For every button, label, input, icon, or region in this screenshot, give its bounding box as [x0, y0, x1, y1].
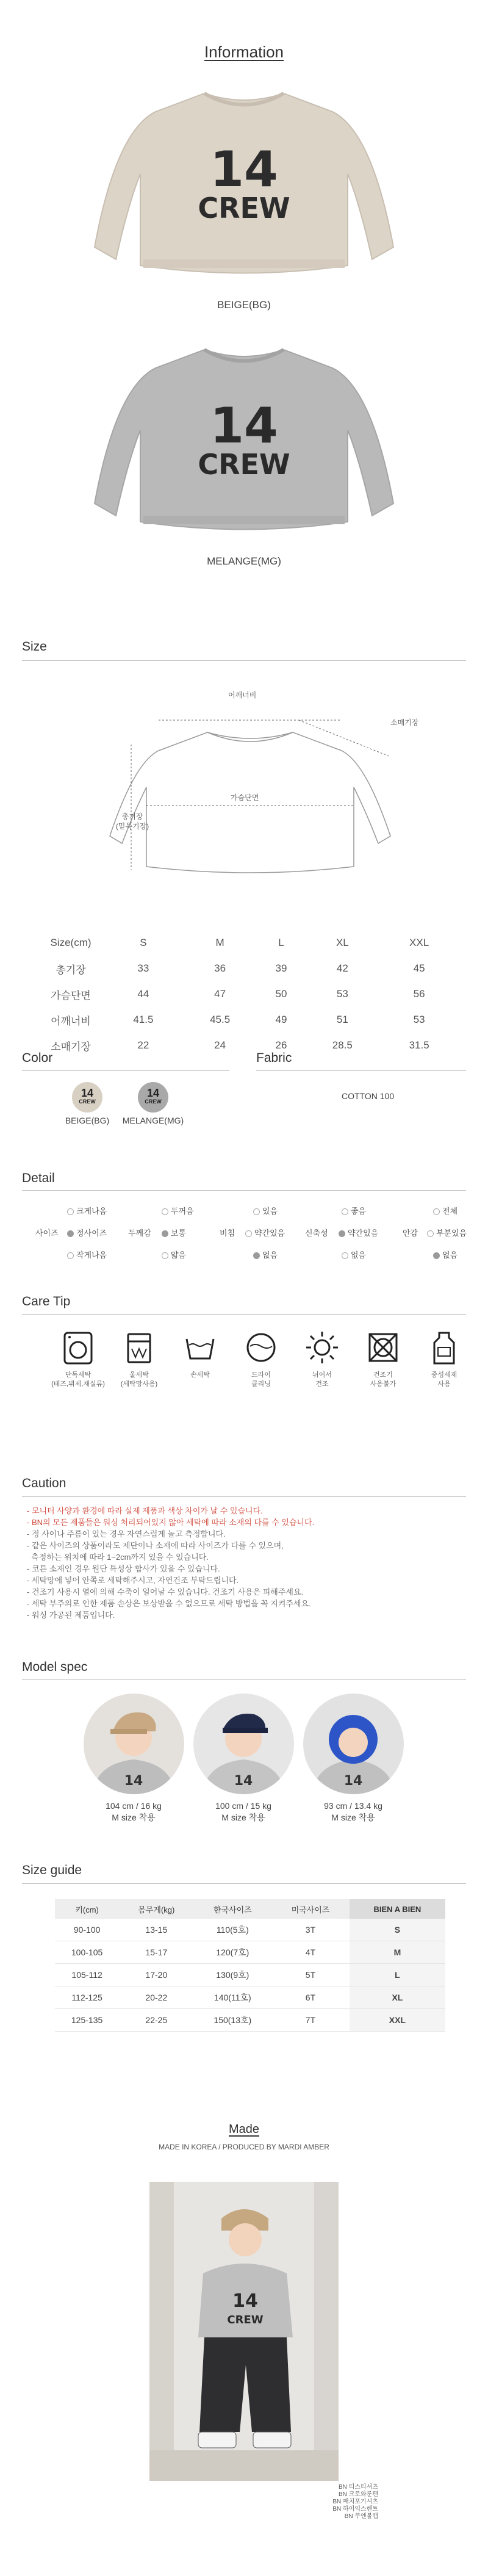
sleeve-label: 소매기장: [390, 718, 419, 727]
model-spec-2: 100 cm / 15 kg M size 착용: [215, 1801, 271, 1822]
washing-machine-icon: [60, 1329, 96, 1366]
sun-dry-icon: [304, 1329, 340, 1366]
chest-label: 가슴단면: [231, 793, 259, 802]
dry-clean-icon: [243, 1329, 279, 1366]
radio-dot-icon: [339, 1230, 345, 1237]
care-label-dryer: 건조기 사용불가: [370, 1371, 396, 1388]
table-row: 90-100 13-15 110(5호) 3T S: [55, 1919, 445, 1941]
table-row: 어깨너비 41.5 45.5 49 51 53: [51, 1014, 425, 1027]
detail-option: 없음: [433, 1249, 458, 1260]
beige-swatch: 14 CREW: [72, 1082, 102, 1113]
care-label-solo: 단독세탁 (테즈,뷔제,재실류): [51, 1371, 105, 1388]
caution-title: Caution: [22, 1476, 66, 1490]
care-label-neutral: 중성세제 사용: [431, 1371, 458, 1388]
model-photo-3: [303, 1694, 404, 1794]
size-title: Size: [22, 640, 47, 654]
svg-text:CREW: CREW: [198, 192, 290, 225]
credit-item: BN 하이익스렌트: [332, 2506, 378, 2513]
radio-dot-icon: [162, 1252, 168, 1259]
model-spec-3: 93 cm / 13.4 kg M size 착용: [324, 1801, 382, 1822]
table-row: 100-105 15-17 120(7호) 4T M: [55, 1941, 445, 1964]
radio-dot-icon: [342, 1208, 348, 1215]
caution-line: - BN의 모든 제품들은 워싱 처리되어있지 않아 세탁에 따라 소재의 다를 수 있습니다.: [27, 1518, 315, 1527]
detail-option: 보통: [162, 1227, 186, 1238]
detail-option: 크게나옴: [67, 1205, 107, 1216]
full-outfit-photo: [149, 2182, 339, 2481]
beige-swatch-label: BEIGE(BG): [65, 1116, 110, 1125]
radio-dot-icon: [67, 1252, 74, 1259]
detail-option: 있음: [253, 1205, 278, 1216]
detail-option: 정사이즈: [67, 1227, 107, 1238]
caution-line: - 정 사이나 주름이 있는 경우 자연스럽게 놀고 측정합니다.: [27, 1529, 226, 1539]
credit-item: BN 패치포기셔츠: [332, 2498, 378, 2505]
detail-row-top: [18, 1205, 470, 1218]
table-row: 125-135 22-25 150(13호) 7T XXL: [55, 2009, 445, 2032]
care-label-hand: 손세탁: [190, 1371, 210, 1379]
fabric-title: Fabric: [256, 1051, 292, 1065]
care-divider: [22, 1314, 466, 1315]
detail-option: 좋음: [342, 1205, 366, 1216]
svg-text:CREW: CREW: [227, 2314, 264, 2326]
color-divider: [22, 1070, 229, 1071]
care-label-flat: 뉘어서 건조: [312, 1371, 332, 1388]
table-row: 105-112 17-20 130(9호) 5T L: [55, 1964, 445, 1986]
caution-line: - 세탁 부주의로 인한 제품 손상은 보상받을 수 없으므로 세탁 방법을 꼭 지켜주세요.: [27, 1599, 311, 1608]
radio-dot-icon: [253, 1252, 260, 1259]
no-tumble-dry-icon: [365, 1329, 401, 1366]
caution-line: - 워싱 가공된 제품입니다.: [27, 1611, 115, 1620]
guide-title: Size guide: [22, 1863, 82, 1877]
radio-dot-icon: [427, 1230, 434, 1237]
detail-option: 작게나옴: [67, 1249, 107, 1260]
size-table: [37, 930, 458, 1058]
detail-option: 약간있음: [339, 1227, 378, 1238]
credit-item: BN 크로와룬팬: [339, 2491, 378, 2498]
svg-text:14: 14: [124, 1773, 143, 1789]
outfit-credits: [256, 2484, 378, 2520]
length-label: 총기장 (밑목기장): [115, 812, 149, 831]
caution-line: - 코튼 소재인 경우 원단 특성상 합사가 있을 수 있습니다.: [27, 1564, 220, 1573]
detail-option: 없음: [342, 1249, 366, 1260]
detail-title: Detail: [22, 1171, 55, 1185]
model-divider: [22, 1679, 466, 1680]
care-title: Care Tip: [22, 1294, 71, 1308]
radio-dot-icon: [253, 1208, 260, 1215]
model-photo-1: [84, 1694, 184, 1794]
table-row: 가슴단면 44 47 50 53 56: [51, 988, 425, 1001]
credit-item: BN 티스티셔츠: [339, 2484, 378, 2491]
svg-text:CREW: CREW: [198, 448, 290, 481]
svg-text:14: 14: [234, 1773, 253, 1789]
made-title: Made: [228, 2123, 260, 2136]
detail-option: 얇음: [162, 1249, 186, 1260]
size-guide-table: [55, 1899, 445, 2032]
caution-divider: [22, 1496, 466, 1497]
melange-swatch: 14 CREW: [138, 1082, 168, 1113]
beige-caption: BEIGE(BG): [217, 299, 271, 311]
size-table-header: Size(cm) S M L XL XXL: [50, 937, 429, 948]
color-title: Color: [22, 1051, 53, 1065]
radio-dot-icon: [433, 1252, 440, 1259]
model-title: Model spec: [22, 1660, 88, 1674]
radio-dot-icon: [342, 1252, 348, 1259]
table-row: 소매기장 22 24 26 28.5 31.5: [51, 1039, 429, 1053]
caution-line: - 모니터 사양과 환경에 따라 실제 제품과 색상 차이가 날 수 있습니다.: [27, 1506, 263, 1515]
detail-row-middle: 사이즈 정사이즈 두께감 보통 비침 약간있음 신축성 약간있음 안감 부분있음: [18, 1227, 470, 1240]
radio-dot-icon: [67, 1208, 74, 1215]
table-row: 총기장 33 36 39 42 45: [56, 962, 425, 976]
guide-divider: [22, 1883, 466, 1884]
radio-dot-icon: [433, 1208, 440, 1215]
melange-swatch-label: MELANGE(MG): [122, 1116, 184, 1125]
fabric-divider: [256, 1070, 466, 1071]
detail-option: 없음: [253, 1249, 278, 1260]
caution-line: - 같은 사이즈의 상품이라도 제단이나 소재에 따라 사이즈가 다를 수 있으며,: [27, 1541, 284, 1550]
wool-wash-icon: [121, 1329, 157, 1366]
detail-row-bottom: [18, 1249, 470, 1262]
melange-caption: MELANGE(MG): [207, 555, 281, 567]
svg-text:14: 14: [232, 2290, 258, 2312]
size-divider: [22, 660, 466, 661]
radio-dot-icon: [162, 1208, 168, 1215]
made-section: [0, 2123, 488, 2151]
fabric-value: COTTON 100: [342, 1091, 395, 1101]
size-guide-header: 키(cm) 몸무게(kg) 한국사이즈 미국사이즈 BIEN A BIEN: [55, 1899, 445, 1919]
radio-dot-icon: [245, 1230, 252, 1237]
detail-option: 전체: [433, 1205, 458, 1216]
hand-wash-icon: [182, 1329, 218, 1366]
svg-text:14: 14: [343, 1773, 363, 1789]
table-row: 112-125 20-22 140(11호) 6T XL: [55, 1986, 445, 2009]
shoulder-label: 어깨너비: [228, 691, 257, 699]
svg-text:14: 14: [210, 141, 278, 198]
information-section: [0, 43, 488, 62]
beige-sweatshirt-image: [85, 82, 403, 290]
svg-text:14: 14: [210, 397, 278, 454]
radio-dot-icon: [67, 1230, 74, 1237]
credit-item: BN 쿠엔볼캡: [344, 2513, 378, 2520]
caution-list: [27, 1505, 454, 1621]
care-label-wool: 울세탁 (세탁망사용): [120, 1371, 158, 1388]
detail-divider: [22, 1190, 466, 1191]
caution-line: - 세탁망에 넣어 안쪽로 세탁해주시고, 자연건조 부탁드립니다.: [27, 1576, 239, 1585]
information-title: Information: [204, 43, 284, 61]
model-photo-2: [193, 1694, 294, 1794]
care-label-dry: 드라이 클리닝: [251, 1371, 271, 1388]
caution-line: 측정하는 위치에 따라 1~2cm까지 있을 수 있습니다.: [27, 1553, 209, 1562]
detail-option: 부분있음: [427, 1227, 467, 1238]
detergent-bottle-icon: [426, 1329, 462, 1366]
detail-option: 약간있음: [245, 1227, 285, 1238]
melange-sweatshirt-image: [85, 339, 403, 546]
made-subtitle: MADE IN KOREA / PRODUCED BY MARDI AMBER: [159, 2143, 329, 2151]
model-spec-1: 104 cm / 16 kg M size 착용: [106, 1801, 162, 1822]
caution-line: - 건조기 사용시 열에 의해 수축이 일어날 수 있습니다. 건조기 사용은 피해주세요.: [27, 1587, 304, 1596]
radio-dot-icon: [162, 1230, 168, 1237]
detail-option: 두꺼움: [162, 1205, 194, 1216]
